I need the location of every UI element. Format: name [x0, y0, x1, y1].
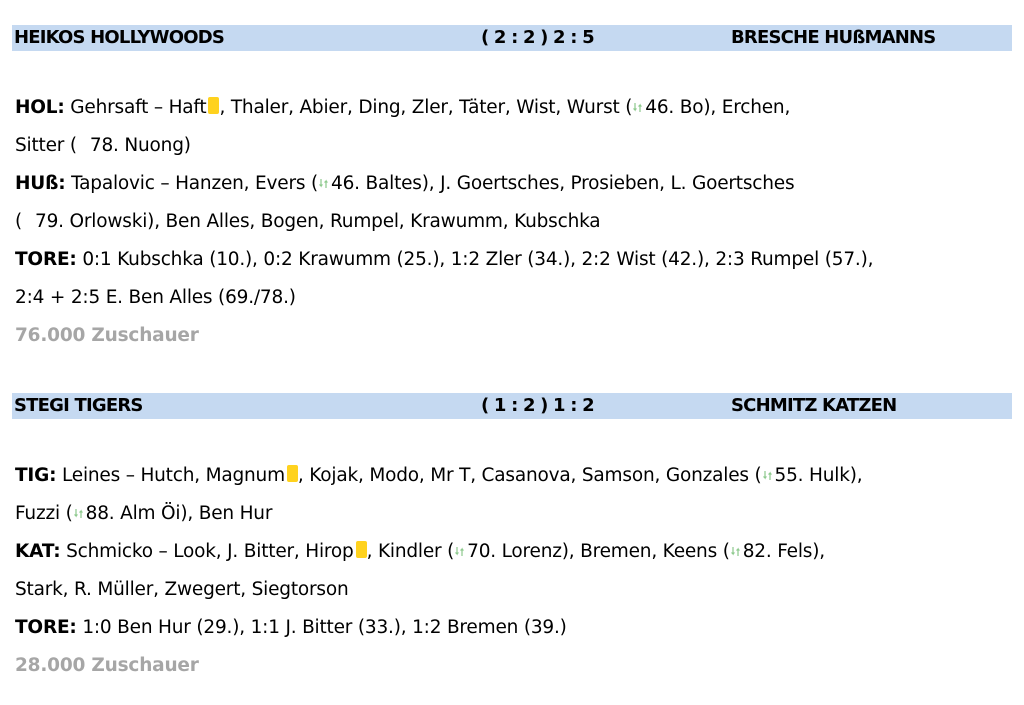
goals-label: TORE: [15, 617, 77, 638]
away-lineup-label: HUß: [15, 173, 66, 194]
away-lineup-text: 82. Fels), [742, 541, 825, 562]
away-lineup-label: KAT: [15, 541, 61, 562]
attendance-text: 28.000 Zuschauer [15, 655, 199, 676]
match-details [12, 89, 1012, 355]
match-report-1 [12, 25, 1012, 355]
home-lineup-line-2 [15, 127, 1012, 165]
goals-text: 1:0 Ben Hur (29.), 1:1 J. Bitter (33.), 1:2 Bremen (39.) [76, 617, 567, 638]
home-lineup-text: Fuzzi ( [15, 503, 73, 524]
home-team-name: STEGI TIGERS [14, 395, 143, 416]
away-lineup-text: Schmicko – Look, J. Bitter, Hirop [60, 541, 354, 562]
home-lineup-text: 88. Alm Öi), Ben Hur [85, 503, 273, 524]
away-lineup-text: 46. Baltes), J. Goertsches, Prosieben, L. Goertsches [331, 173, 795, 194]
yellow-card-icon [356, 541, 367, 558]
away-team-name: SCHMITZ KATZEN [731, 395, 897, 416]
goals-label: TORE: [15, 249, 77, 270]
away-lineup-line-2 [15, 203, 1012, 241]
home-lineup-text: Sitter ( [15, 135, 77, 156]
home-lineup-line-1 [15, 457, 1012, 495]
substitution-icon [319, 178, 328, 189]
away-team-name: BRESCHE HUßMANNS [731, 27, 936, 48]
away-lineup-line-1 [15, 165, 1012, 203]
yellow-card-icon [287, 465, 298, 482]
home-lineup-text: 78. Nuong) [89, 135, 191, 156]
substitution-icon [74, 508, 83, 519]
substitution-icon [731, 546, 740, 557]
away-lineup-text: 70. Lorenz), Bremen, Keens ( [467, 541, 730, 562]
home-lineup-label: HOL: [15, 97, 65, 118]
goals-text: 0:1 Kubschka (10.), 0:2 Krawumm (25.), 1:2 Zler (34.), 2:2 Wist (42.), 2:3 Rumpel (57.), [76, 249, 874, 270]
away-lineup-line-2 [15, 571, 1012, 609]
substitution-icon [633, 102, 642, 113]
away-lineup-text: 79. Orlowski), Ben Alles, Bogen, Rumpel, Krawumm, Kubschka [35, 211, 601, 232]
home-team-name: HEIKOS HOLLYWOODS [14, 27, 225, 48]
yellow-card-icon [208, 97, 219, 114]
away-lineup-line-1 [15, 533, 1012, 571]
match-header-bar [12, 393, 1012, 419]
goals-line-2 [15, 279, 1012, 317]
goals-text: 2:4 + 2:5 E. Ben Alles (69./78.) [15, 287, 296, 308]
home-lineup-text: , Kojak, Modo, Mr T, Casanova, Samson, Gonzales ( [297, 465, 762, 486]
home-lineup-text: Leines – Hutch, Magnum [56, 465, 285, 486]
match-score: ( 1 : 2 ) 1 : 2 [481, 395, 594, 416]
home-lineup-line-1 [15, 89, 1012, 127]
home-lineup-text: Gehrsaft – Haft [64, 97, 207, 118]
attendance-text: 76.000 Zuschauer [15, 325, 199, 346]
substitution-icon [455, 546, 464, 557]
goals-line-1 [15, 609, 1012, 647]
away-lineup-text: , Kindler ( [366, 541, 455, 562]
home-lineup-text: , Thaler, Abier, Ding, Zler, Täter, Wist, Wurst ( [219, 97, 633, 118]
match-report-2 [12, 393, 1012, 685]
match-score: ( 2 : 2 ) 2 : 5 [481, 27, 594, 48]
match-details [12, 457, 1012, 685]
substitution-icon [763, 470, 772, 481]
home-lineup-line-2 [15, 495, 1012, 533]
home-lineup-text: 46. Bo), Erchen, [645, 97, 791, 118]
away-lineup-text: Tapalovic – Hanzen, Evers ( [65, 173, 318, 194]
home-lineup-label: TIG: [15, 465, 57, 486]
goals-line-1 [15, 241, 1012, 279]
away-lineup-text: ( [15, 211, 23, 232]
home-lineup-text: 55. Hulk), [774, 465, 863, 486]
match-header-bar [12, 25, 1012, 51]
away-lineup-text: Stark, R. Müller, Zwegert, Siegtorson [15, 579, 349, 600]
